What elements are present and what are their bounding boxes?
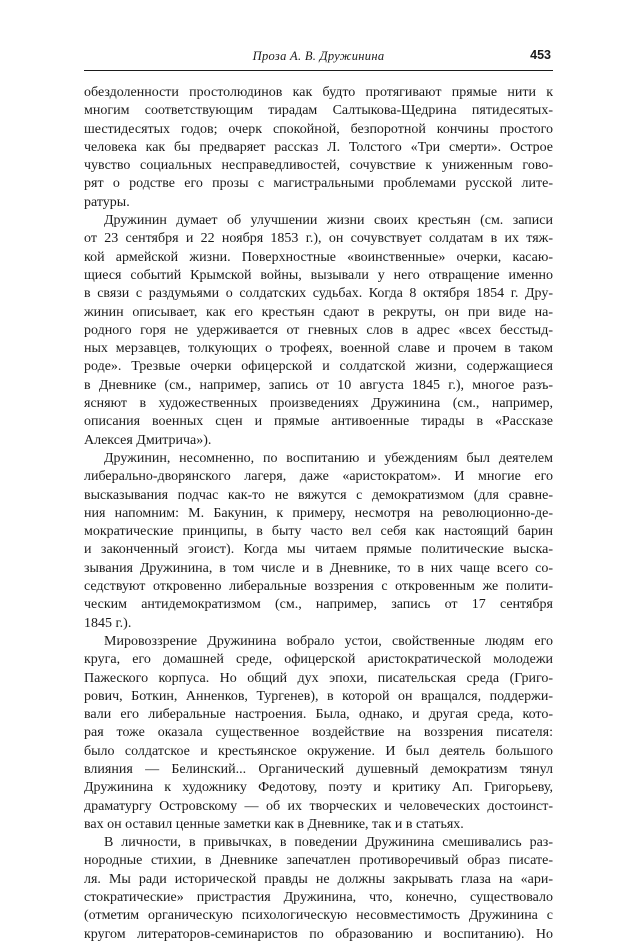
header-rule <box>84 70 553 71</box>
text-line: нородные стихии, в Дневнике запечатлен противоречивый образ писате- <box>84 853 553 869</box>
text-line: ясняют в художественных произведениях Дружинина (см., например, <box>84 396 553 412</box>
text-line: высказывания подчас как-то не вяжутся с демократизмом (для сравне- <box>84 487 553 503</box>
text-line: рович, Боткин, Анненков, Тургенев), в которой он вращался, поддержи- <box>84 688 553 704</box>
paragraph-4 <box>84 633 553 834</box>
running-title: Проза А. В. Дружинина <box>252 49 385 63</box>
text-line: описания военных сцен и прямые антивоенные тирады в «Рассказе <box>84 414 553 430</box>
text-line: кругом литераторов-семинаристов по образованию и воспитанию). Но <box>84 926 553 942</box>
text-line: Дружинин, несомненно, по воспитанию и убеждениям был деятелем <box>104 450 553 466</box>
text-line: многим соответствующим тирадам Салтыкова-Щедрина пятидесятых- <box>84 103 553 119</box>
text-line: вали его либеральные настроения. Была, однако, и другая среда, кото- <box>84 707 553 723</box>
text-line: в связи с раздумьями о солдатских судьбах. Когда 8 октября 1854 г. Дру- <box>84 286 553 302</box>
text-line: Дружинина к художнику Федотову, поэту и критику Ап. Григорьеву, <box>84 780 553 796</box>
text-line: Пажеского корпуса. Но общий дух эпохи, писательская среда (Григо- <box>84 670 553 686</box>
text-line: ческим антидемократизмом (см., например, запись от 17 сентября <box>84 597 553 613</box>
body-text <box>84 84 553 944</box>
book-page <box>84 44 553 942</box>
text-line: зывания Дружинина, в том числе и в Дневнике, то в них чаще всего со- <box>84 560 553 576</box>
text-line: родного горя не удерживается от гневных слов в адрес «всех бесстыд- <box>84 322 553 338</box>
text-line: ных мерзавцев, толкующих о трофеях, военной славе и прочем в таком <box>84 341 553 357</box>
text-line: от 23 сентября и 22 ноября 1853 г.), он сочувствует солдатам в их тяж- <box>84 231 553 247</box>
text-line: Мировоззрение Дружинина вобрало устои, свойственные людям его <box>104 633 553 649</box>
text-line: было солдатское и крестьянское окружение. И был деятель большого <box>84 743 553 759</box>
text-line: щиеся событий Крымской войны, вызывали у него отвращение именно <box>84 267 553 283</box>
text-line: мократические принципы, в быту часто вел себя как настоящий барин <box>84 524 553 540</box>
text-line: В личности, в привычках, в поведении Дружинина смешивались раз- <box>104 835 553 851</box>
text-line: роде». Трезвые очерки офицерской и солдатской жизни, содержащиеся <box>84 359 553 375</box>
text-line: седствуют откровенно либеральные воззрения с откровенным же полити- <box>84 579 553 595</box>
text-line: стократические» пристрастия Дружинина, что, конечно, существовало <box>84 890 553 906</box>
text-line: 1845 г.). <box>84 615 132 631</box>
text-line: и законченный эгоист). Когда мы читаем прямые политические выска- <box>84 542 553 558</box>
text-line: рят о родстве его прозы с магистральными проблемами русской лите- <box>84 176 553 192</box>
text-line: шестидесятых годов; очерк спокойной, безпоротной кончины простого <box>84 121 553 137</box>
text-line: обездоленности простолюдинов как будто протягивают прямые нити к <box>84 85 553 100</box>
text-line: человека как бы предваряет рассказ Л. Толстого «Три смерти». Острое <box>84 139 553 155</box>
text-line: в Дневнике (см., например, запись от 10 августа 1845 г.), многое разъ- <box>84 377 553 393</box>
text-line: (отметим органическую психологическую несовместимость Дружинина с <box>84 908 553 924</box>
text-line: рая тоже оказала существенное воздействие на воззрения писателя: <box>84 725 553 741</box>
text-line: Алексея Дмитрича»). <box>84 432 212 448</box>
text-line: чувство социальных несправедливостей, сочувствие к униженным гово- <box>84 158 553 174</box>
text-line: ля. Мы ради исторической правды не должны закрывать глаза на «ари- <box>84 871 553 887</box>
text-line: жинин описывает, как его крестьян сдают в рекруты, он при виде на- <box>84 304 553 320</box>
text-line: ратуры. <box>84 194 130 210</box>
text-line: влияния — Белинский... Органический душевный демократизм тянул <box>84 761 553 777</box>
text-line: круга, его домашней среде, офицерской аристократической молодежи <box>84 652 553 668</box>
text-line: Дружинин думает об улучшении жизни своих крестьян (см. записи <box>104 213 553 229</box>
paragraph-5 <box>84 834 553 944</box>
text-line: вах он оставил ценные заметки как в Дневнике, так и в статьях. <box>84 816 464 832</box>
paragraph-3 <box>84 450 553 633</box>
text-line: драматургу Островскому — об их творческих и человеческих достоинст- <box>84 798 553 814</box>
paragraph-2 <box>84 212 553 450</box>
text-line: либерально-дворянского лагеря, даже «аристократом». И многие его <box>84 469 553 485</box>
text-line: кой армейской жизни. Поверхностные «воинственные» очерки, касаю- <box>84 249 553 265</box>
text-line: ния напомним: М. Бакунин, к примеру, несмотря на революционно-де- <box>84 505 553 521</box>
page-header <box>84 44 553 66</box>
page-number: 453 <box>530 48 551 62</box>
paragraph-1 <box>84 84 553 212</box>
